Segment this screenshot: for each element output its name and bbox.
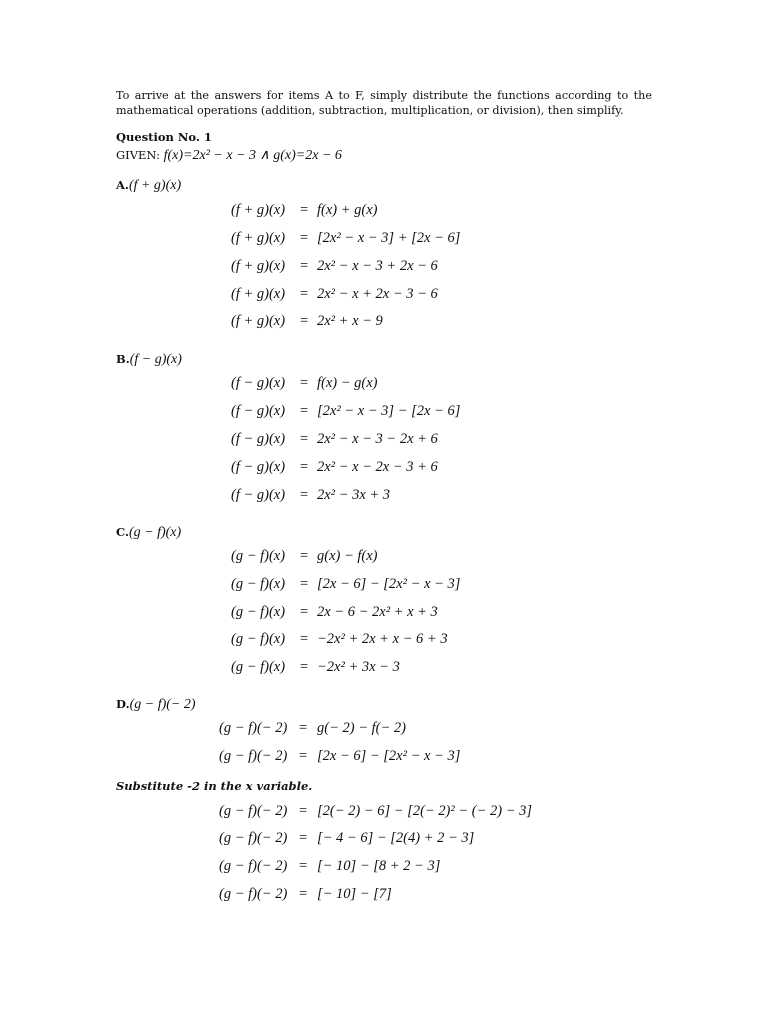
- equation-rhs: [2x² − x − 3] − [2x − 6]: [317, 403, 461, 419]
- equals-sign: =: [300, 659, 309, 675]
- equation-lhs: (g − f)(− 2): [219, 830, 288, 846]
- equals-sign: =: [300, 258, 309, 274]
- equals-sign: =: [299, 886, 308, 902]
- section-expression: (g − f)(− 2): [129, 697, 196, 712]
- section-expression: (f − g)(x): [129, 352, 182, 367]
- equation-rhs: f(x) − g(x): [317, 375, 378, 391]
- equation-lhs: (g − f)(x): [231, 631, 286, 647]
- section-expression: (f + g)(x): [128, 178, 182, 193]
- substitution-note: Substitute -2 in the x variable.: [116, 779, 313, 793]
- section-letter: A.: [116, 178, 129, 192]
- equation-lhs: (g − f)(− 2): [219, 748, 288, 764]
- equation-rhs: 2x² + x − 9: [317, 313, 383, 329]
- equation-lhs: (f − g)(x): [231, 431, 286, 447]
- equals-sign: =: [300, 459, 309, 475]
- equals-sign: =: [299, 748, 308, 764]
- equation-rhs: −2x² + 2x + x − 6 + 3: [317, 631, 448, 647]
- section-letter: C.: [116, 525, 129, 539]
- equation-lhs: (g − f)(x): [231, 576, 286, 592]
- intro-paragraph: To arrive at the answers for items A to F, simply distribute the functions according to the mathematical operations (addition, subtraction, multiplication, or division), then simplify.: [116, 89, 652, 117]
- equals-sign: =: [300, 487, 309, 503]
- equation-lhs: (f − g)(x): [231, 375, 286, 391]
- question-title: Question No. 1: [116, 130, 212, 144]
- equation-rhs: [− 4 − 6] − [2(4) + 2 − 3]: [317, 830, 475, 846]
- equals-sign: =: [299, 803, 308, 819]
- section-a-heading: [116, 178, 181, 194]
- section-d-heading: [116, 697, 196, 713]
- equals-sign: =: [300, 202, 309, 218]
- equals-sign: =: [300, 313, 309, 329]
- equation-lhs: (f + g)(x): [231, 286, 286, 302]
- given-line: [116, 147, 342, 164]
- equation-rhs: g(− 2) − f(− 2): [317, 720, 406, 736]
- given-expression: f(x)=2x² − x − 3 ∧ g(x)=2x − 6: [163, 148, 342, 163]
- equation-lhs: (f − g)(x): [231, 459, 286, 475]
- equation-rhs: [2x − 6] − [2x² − x − 3]: [317, 576, 461, 592]
- equation-rhs: g(x) − f(x): [317, 548, 378, 564]
- equals-sign: =: [300, 286, 309, 302]
- equation-rhs: −2x² + 3x − 3: [317, 659, 400, 675]
- equation-rhs: [2(− 2) − 6] − [2(− 2)² − (− 2) − 3]: [317, 803, 533, 819]
- equation-lhs: (g − f)(− 2): [219, 803, 288, 819]
- equals-sign: =: [300, 631, 309, 647]
- equation-rhs: [− 10] − [8 + 2 − 3]: [317, 858, 441, 874]
- equals-sign: =: [300, 576, 309, 592]
- section-expression: (g − f)(x): [128, 525, 182, 540]
- equation-lhs: (f + g)(x): [231, 313, 286, 329]
- equals-sign: =: [300, 548, 309, 564]
- equals-sign: =: [299, 830, 308, 846]
- equation-lhs: (g − f)(x): [231, 659, 286, 675]
- equals-sign: =: [300, 403, 309, 419]
- equation-rhs: 2x − 6 − 2x² + x + 3: [317, 604, 438, 620]
- equation-rhs: 2x² − x − 2x − 3 + 6: [317, 459, 438, 475]
- equals-sign: =: [300, 604, 309, 620]
- section-letter: B.: [116, 352, 130, 366]
- equals-sign: =: [300, 230, 309, 246]
- equation-rhs: 2x² − x − 3 + 2x − 6: [317, 258, 438, 274]
- section-b-heading: [116, 352, 182, 368]
- equation-rhs: 2x² − x − 3 − 2x + 6: [317, 431, 438, 447]
- equation-lhs: (f − g)(x): [231, 403, 286, 419]
- equation-lhs: (g − f)(− 2): [219, 886, 288, 902]
- section-letter: D.: [116, 697, 130, 711]
- equals-sign: =: [300, 431, 309, 447]
- equation-lhs: (f + g)(x): [231, 202, 286, 218]
- equation-rhs: f(x) + g(x): [317, 202, 378, 218]
- equation-rhs: [− 10] − [7]: [317, 886, 392, 902]
- equals-sign: =: [299, 720, 308, 736]
- equation-lhs: (g − f)(− 2): [219, 858, 288, 874]
- equation-lhs: (f + g)(x): [231, 230, 286, 246]
- equals-sign: =: [300, 375, 309, 391]
- equation-lhs: (f − g)(x): [231, 487, 286, 503]
- equation-rhs: 2x² − x + 2x − 3 − 6: [317, 286, 438, 302]
- given-label: GIVEN:: [116, 148, 160, 162]
- equation-lhs: (f + g)(x): [231, 258, 286, 274]
- equation-lhs: (g − f)(− 2): [219, 720, 288, 736]
- equation-rhs: [2x − 6] − [2x² − x − 3]: [317, 748, 461, 764]
- equation-lhs: (g − f)(x): [231, 604, 286, 620]
- section-c-heading: [116, 525, 181, 541]
- equation-rhs: [2x² − x − 3] + [2x − 6]: [317, 230, 461, 246]
- equation-rhs: 2x² − 3x + 3: [317, 487, 391, 503]
- equation-lhs: (g − f)(x): [231, 548, 286, 564]
- equals-sign: =: [299, 858, 308, 874]
